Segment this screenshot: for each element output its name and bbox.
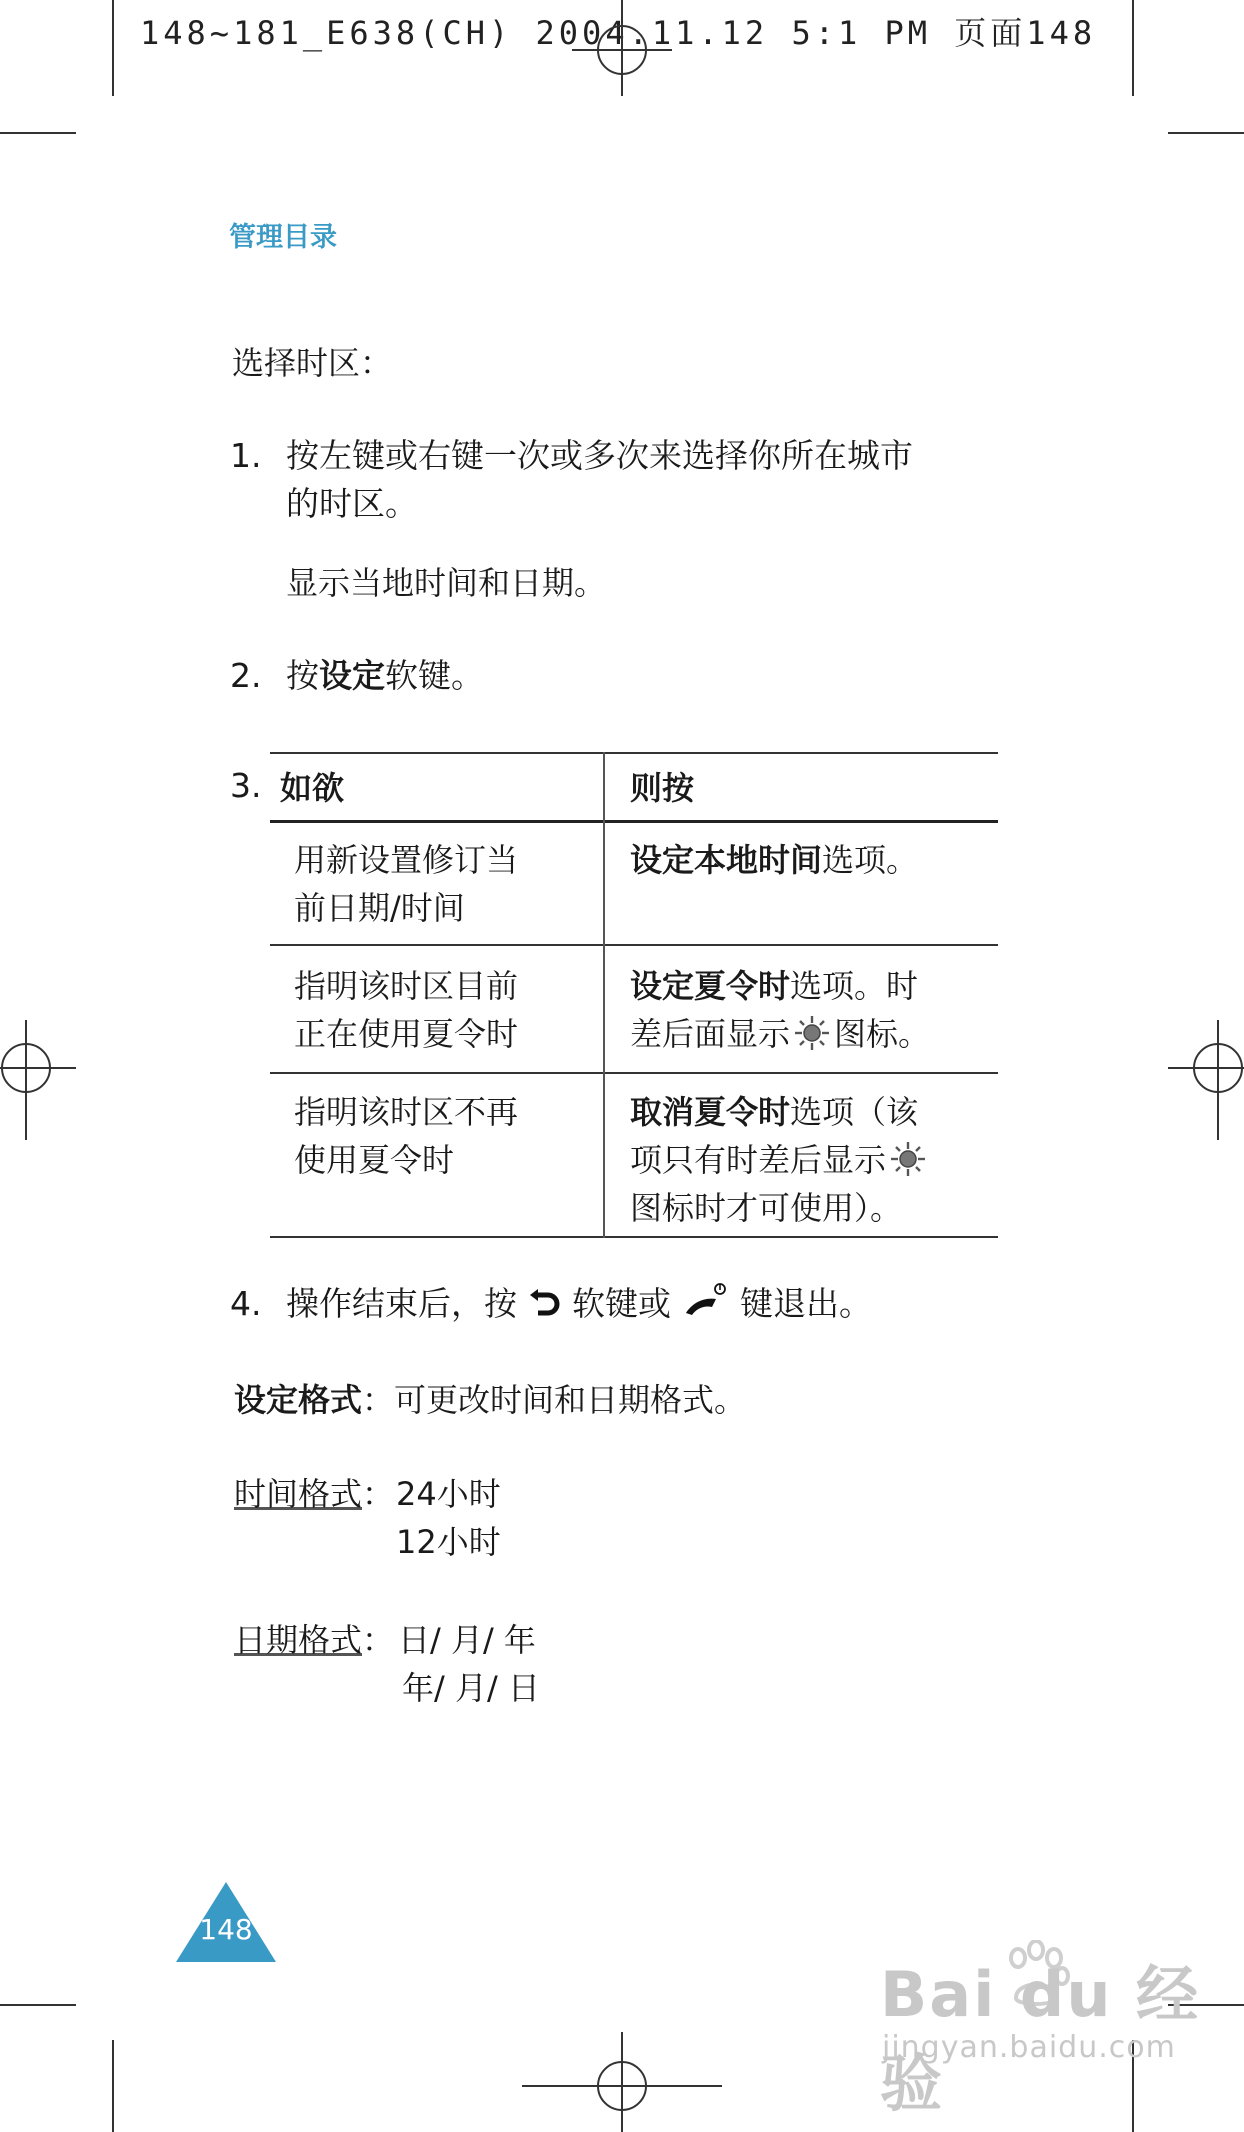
step-1 — [230, 432, 990, 532]
table-rule-top — [270, 752, 998, 754]
daylight-saving-sun-icon — [794, 1015, 830, 1051]
table-header-press: 则按 — [630, 769, 695, 807]
date-format — [234, 1616, 734, 1716]
table-rule-row2 — [270, 1072, 998, 1074]
format-setting — [234, 1376, 994, 1426]
table-rule-bottom — [270, 1236, 998, 1238]
print-header: 148~181_E638(CH) 2004.11.12 5:1 PM 页面148 — [140, 14, 1097, 52]
step-number: 2. — [230, 656, 262, 695]
step-2-pre: 按 — [286, 656, 319, 695]
step-1-line2: 的时区。 — [286, 484, 418, 523]
crop-mark-tr-h — [1168, 132, 1244, 134]
time-format-label: 时间格式 — [234, 1475, 363, 1513]
intro-heading: 选择时区： — [232, 344, 393, 382]
watermark-brand: Bai du 经验 — [880, 1958, 1201, 2120]
table-header-want: 如欲 — [280, 769, 345, 807]
crop-mark-tr-v — [1132, 0, 1134, 96]
table-row-2-press: 设定夏令时选项。时 差后面显示 图标。 — [630, 967, 931, 1053]
table-rule-header — [270, 820, 998, 823]
table-row-2-want: 指明该时区目前 正在使用夏令时 — [294, 967, 519, 1053]
options-table — [270, 752, 998, 1238]
section-title: 管理目录 — [229, 222, 337, 253]
format-setting-desc: ：可更改时间和日期格式。 — [362, 1381, 747, 1419]
step-4 — [230, 1280, 1010, 1330]
registration-mark-right — [1168, 1020, 1244, 1140]
step-number: 1. — [230, 436, 262, 475]
date-format-colon: ： — [362, 1621, 395, 1659]
page-number: 148 — [199, 1913, 253, 1946]
table-column-divider — [603, 752, 605, 1238]
watermark-url: jingyan.baidu.com — [882, 2030, 1176, 2065]
time-format-option: 24小时 — [396, 1475, 501, 1513]
step-1-line1: 按左键或右键一次或多次来选择你所在城市 — [286, 436, 913, 475]
table-row-1-press: 设定本地时间选项。 — [630, 841, 919, 879]
crop-mark-tl-v — [112, 0, 114, 96]
registration-mark-left — [0, 1020, 76, 1140]
crop-mark-tl-h — [0, 132, 76, 134]
step-1-note: 显示当地时间和日期。 — [286, 564, 607, 602]
end-call-key-icon — [682, 1281, 730, 1321]
table-row-3-want: 指明该时区不再 使用夏令时 — [294, 1093, 519, 1179]
step-2-post: 软键。 — [385, 656, 484, 695]
time-format-option: 12小时 — [396, 1523, 501, 1561]
step-number: 4. — [230, 1284, 262, 1323]
crop-mark-bl-v — [112, 2040, 114, 2132]
format-setting-label: 设定格式 — [234, 1381, 363, 1419]
time-format — [234, 1470, 734, 1570]
step-4-post: 键退出。 — [740, 1284, 872, 1323]
step-2 — [230, 652, 990, 702]
date-format-option: 日/ 月/ 年 — [398, 1621, 536, 1659]
time-format-colon: ： — [362, 1475, 395, 1513]
registration-mark-bottom — [522, 2032, 722, 2132]
daylight-saving-sun-icon — [890, 1141, 926, 1177]
step-4-mid: 软键或 — [572, 1284, 671, 1323]
table-row-3-press: 取消夏令时选项（该 项只有时差后显示 图标时才可使用）。 — [630, 1088, 990, 1232]
step-2-key: 设定 — [319, 656, 385, 695]
table-rule-row1 — [270, 944, 998, 946]
date-format-option: 年/ 月/ 日 — [402, 1669, 540, 1707]
registration-mark-top — [572, 0, 672, 100]
back-key-icon — [528, 1289, 562, 1321]
table-row-1-want: 用新设置修订当 前日期/时间 — [294, 841, 519, 927]
crop-mark-bl-h — [0, 2004, 76, 2006]
step-4-pre: 操作结束后，按 — [286, 1284, 517, 1323]
step-number: 3. — [230, 766, 262, 805]
date-format-label: 日期格式 — [234, 1621, 363, 1659]
